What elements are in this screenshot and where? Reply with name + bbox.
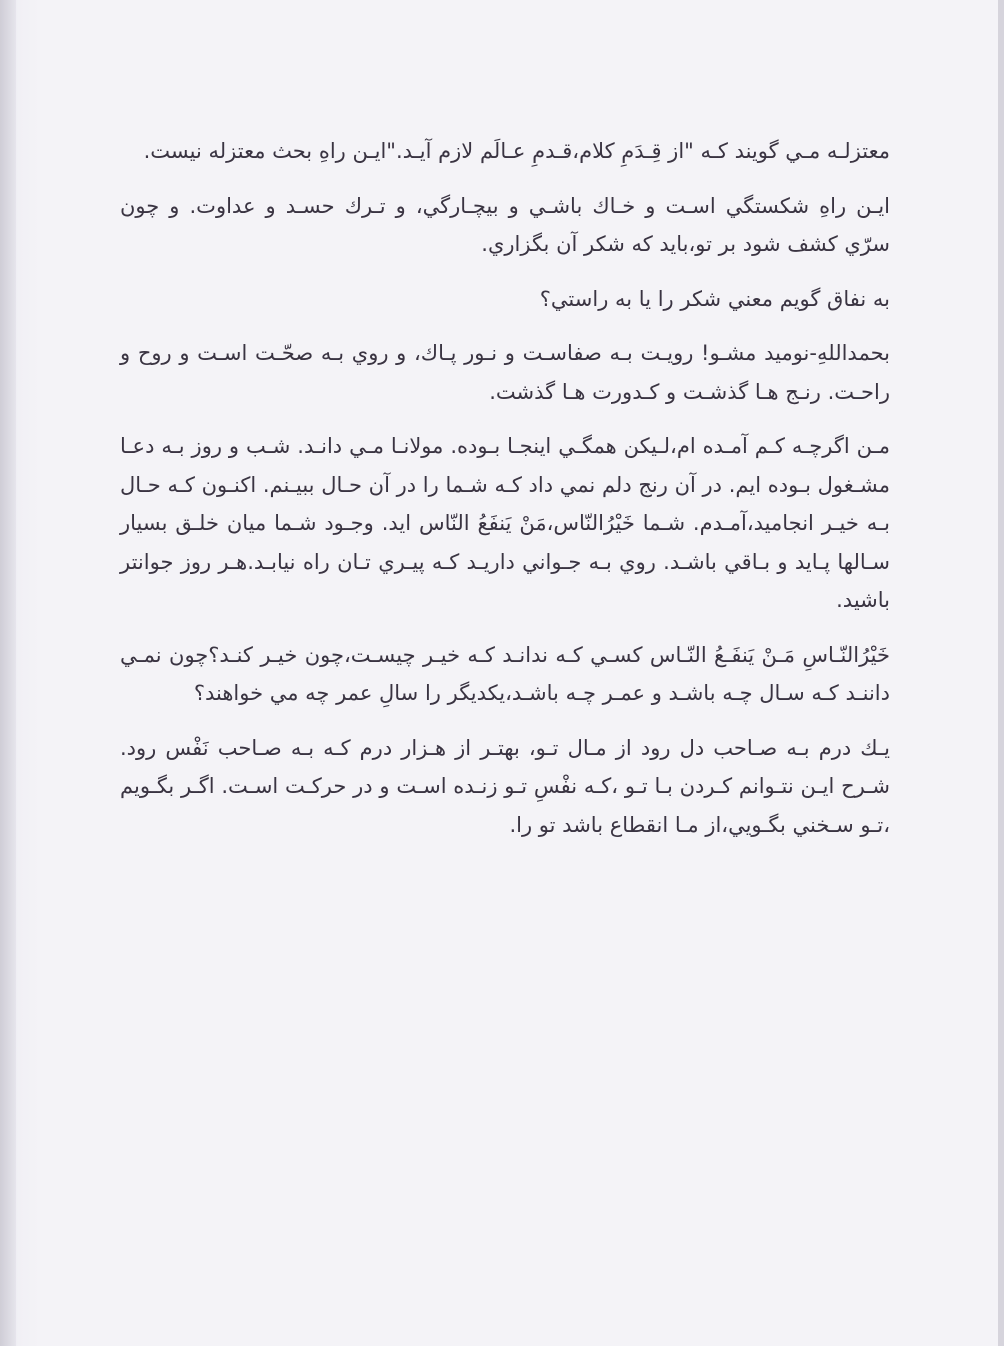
paragraph-3: به نفاق گويم معني شكر را يا به راستي؟ — [539, 286, 890, 311]
paragraph-5: مـن اگرچـه كـم آمـده ام،لـيكن همگـي اينجـا بـوده. مولانـا مـي دانـد. شـب و روز بـه دعـا مشـغول بـوده ايم. در آن رنج دلم نمي داد كـه شـما را در آن حـال ببيـنم. اكنـون كـه حـال بـه خيـر انجاميد،آمـدم. شـما خَيْرُالنّاس،مَنْ يَنفَعُ النّاس ايد. وجـود شـما ميان خلـق بسيار سـالها پـايد و بـاقي باشـد. روي بـه جـواني داريـد كـه پيـري تـان راه نيابـد.هـر روز جوانتر باشيد. — [120, 434, 890, 612]
paragraph-2: ايـن راهِ شكستگي اسـت و خـاك باشـي و بيچـارگي، و تـرك حسـد و عداوت. و چون سرّي كشف شود بر تو،بايد كه شكر آن بگزاري. — [120, 193, 890, 256]
document-body — [120, 132, 890, 860]
scan-left-edge — [0, 0, 16, 1346]
paragraph-1: معتزلـه مـي گويند كـه "از قِـدَمِ كلام،قـدمِ عـالَم لازم آيـد."ايـن راهِ بحث معتزله نيست. — [143, 139, 890, 163]
paragraph-6: خَيْرُالنّـاسِ مَـنْ يَنفَـعُ النّـاس كسـي كـه ندانـد كـه خيـر چيسـت،چون خيـر كنـد؟چون نمـي داننـد كـه سـال چـه باشـد و عمـر چـه باشـد،يكديگر را سالِ عمر چه مي خواهند؟ — [120, 642, 890, 705]
scan-right-edge — [998, 0, 1004, 1346]
paragraph-7: يـك درم بـه صـاحب دل رود از مـال تـو، بهتـر از هـزار درم كـه بـه صـاحب نَفْس رود. شـرح ايـن نتـوانم كـردن بـا تـو ،كـه نفْسِ تـو زنـده اسـت و در حركـت اسـت. اگـر بگـويم ،تـو سـخني بگـويي،از مـا انقطاع باشد تو را. — [120, 735, 890, 837]
paragraph-4: بحمداللهِ-نوميد مشـو! رويـت بـه صفاسـت و نـور پـاك، و روي بـه صحّـت اسـت و روح و راحـت. رنـج هـا گذشـت و كـدورت هـا گذشت. — [120, 341, 890, 404]
